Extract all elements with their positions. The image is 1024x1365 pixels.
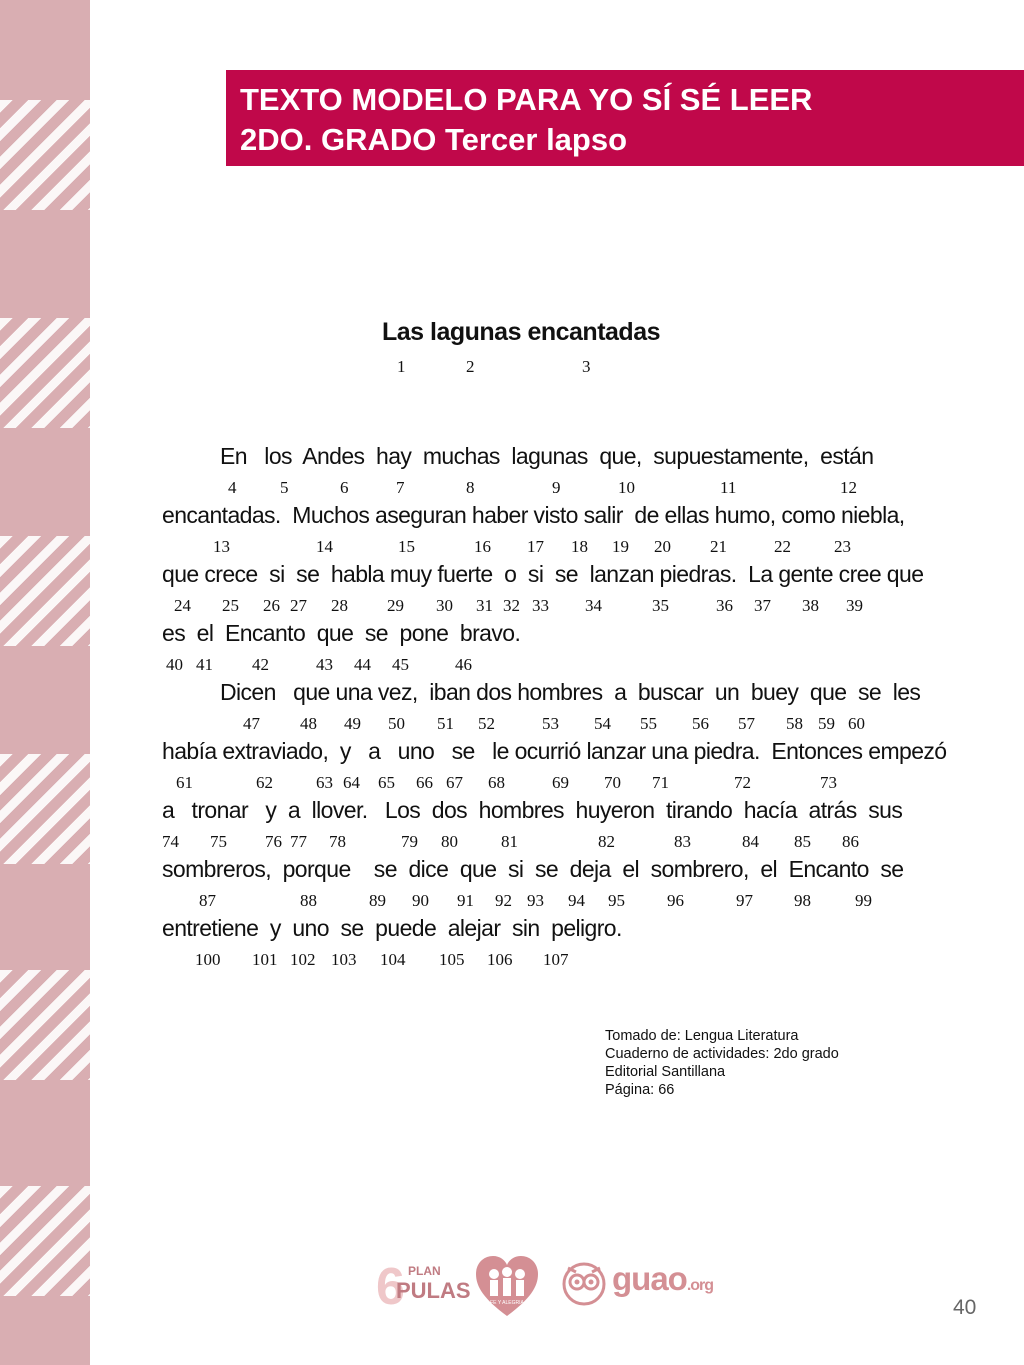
word-number: 106 [487,950,513,969]
stripe-block [0,318,90,428]
owl-icon [560,1258,608,1306]
word-number: 5 [280,478,289,497]
word-number: 36 [716,596,733,615]
word-number: 74 [162,832,179,851]
word-number: 56 [692,714,709,733]
word-number: 19 [612,537,629,556]
footer-logos [376,1254,726,1320]
word-number: 12 [840,478,857,497]
word-number: 66 [416,773,433,792]
word-number: 81 [501,832,518,851]
word-number: 23 [834,537,851,556]
word-number: 57 [738,714,755,733]
word-number: 62 [256,773,273,792]
word-number: 40 [166,655,183,674]
citation-line: Cuaderno de actividades: 2do grado [605,1046,839,1062]
word-number: 60 [848,714,865,733]
word-number: 41 [196,655,213,674]
word-number: 91 [457,891,474,910]
word-number: 77 [290,832,307,851]
stripe-block [0,754,90,864]
word-number: 15 [398,537,415,556]
word-number: 76 [265,832,282,851]
logo-pulas-word: PULAS [396,1278,471,1303]
stripe-block [0,1186,90,1296]
word-number: 35 [652,596,669,615]
word-number: 6 [340,478,349,497]
word-number: 49 [344,714,361,733]
word-number: 48 [300,714,317,733]
word-number: 55 [640,714,657,733]
logo-plan-word: PLAN [408,1264,441,1278]
story-line: entretiene y uno se puede alejar sin peligro. [162,915,622,941]
word-number: 1 [397,357,406,376]
word-number: 8 [466,478,475,497]
word-number: 18 [571,537,588,556]
word-number: 3 [582,357,591,376]
word-number: 37 [754,596,771,615]
citation [605,1027,839,1099]
word-number: 97 [736,891,753,910]
word-number: 4 [228,478,237,497]
word-number: 30 [436,596,453,615]
word-number: 80 [441,832,458,851]
word-number: 69 [552,773,569,792]
word-number: 82 [598,832,615,851]
word-number: 32 [503,596,520,615]
word-number: 87 [199,891,216,910]
word-number: 94 [568,891,585,910]
story-line: sombreros, porque se dice que si se deja el sombrero, el Encanto se [162,856,904,882]
logo-six: 6 [376,1258,405,1316]
word-number: 22 [774,537,791,556]
word-number: 27 [290,596,307,615]
word-number: 78 [329,832,346,851]
word-number: 26 [263,596,280,615]
word-number: 29 [387,596,404,615]
word-number: 10 [618,478,635,497]
word-number: 67 [446,773,463,792]
guao-org: .org [686,1277,714,1294]
word-number: 90 [412,891,429,910]
word-number: 50 [388,714,405,733]
word-number: 63 [316,773,333,792]
story-line: encantadas. Muchos aseguran haber visto salir de ellas humo, como niebla, [162,502,905,528]
story-line: es el Encanto que se pone bravo. [162,620,521,646]
word-number: 101 [252,950,278,969]
word-number: 85 [794,832,811,851]
word-number: 92 [495,891,512,910]
word-number: 98 [794,891,811,910]
word-number: 79 [401,832,418,851]
word-number: 95 [608,891,625,910]
story-title: Las lagunas encantadas [382,318,661,346]
word-number: 24 [174,596,191,615]
word-number: 96 [667,891,684,910]
word-number: 33 [532,596,549,615]
word-number: 38 [802,596,819,615]
story-line: que crece si se habla muy fuerte o si se lanzan piedras. La gente cree que [162,561,924,587]
word-number: 89 [369,891,386,910]
word-number: 71 [652,773,669,792]
word-number: 61 [176,773,193,792]
word-number: 7 [396,478,405,497]
word-number: 31 [476,596,493,615]
word-number: 104 [380,950,406,969]
stripe-block [0,536,90,646]
word-number: 59 [818,714,835,733]
word-number: 93 [527,891,544,910]
word-number: 13 [213,537,230,556]
word-number: 75 [210,832,227,851]
word-number: 20 [654,537,671,556]
word-number: 39 [846,596,863,615]
word-number: 42 [252,655,269,674]
word-number: 16 [474,537,491,556]
guao-logo [612,1260,713,1298]
word-number: 34 [585,596,602,615]
word-number: 9 [552,478,561,497]
word-number: 14 [316,537,333,556]
word-number: 72 [734,773,751,792]
word-number: 46 [455,655,472,674]
stripe-block [0,100,90,210]
title-banner [226,70,1024,166]
word-number: 65 [378,773,395,792]
word-number: 105 [439,950,465,969]
word-number: 86 [842,832,859,851]
story-line: había extraviado, y a uno se le ocurrió lanzar una piedra. Entonces empezó [162,738,947,764]
word-number: 107 [543,950,569,969]
word-number: 2 [466,357,475,376]
word-number: 52 [478,714,495,733]
word-number: 17 [527,537,544,556]
word-number: 84 [742,832,759,851]
word-number: 54 [594,714,611,733]
word-number: 103 [331,950,357,969]
word-number: 99 [855,891,872,910]
word-number: 28 [331,596,348,615]
word-number: 25 [222,596,239,615]
word-number: 83 [674,832,691,851]
word-number: 21 [710,537,727,556]
word-number: 70 [604,773,621,792]
citation-line: Editorial Santillana [605,1064,726,1080]
story-line: En los Andes hay muchas lagunas que, supuestamente, están [220,443,874,469]
word-number: 102 [290,950,316,969]
banner-line-2: 2DO. GRADO Tercer lapso [240,122,628,157]
word-number: 58 [786,714,803,733]
citation-line: Tomado de: Lengua Literatura [605,1028,799,1044]
banner-line-1: TEXTO MODELO PARA YO SÍ SÉ LEER [240,82,813,117]
word-number: 47 [243,714,260,733]
word-number: 45 [392,655,409,674]
word-number: 100 [195,950,221,969]
word-number: 53 [542,714,559,733]
word-number: 43 [316,655,333,674]
fya-text: FE Y ALEGRIA [490,1300,524,1306]
word-number: 88 [300,891,317,910]
citation-line: Página: 66 [605,1082,675,1098]
word-number: 73 [820,773,837,792]
word-number: 11 [720,478,737,497]
word-number: 64 [343,773,360,792]
word-number: 44 [354,655,371,674]
word-number: 68 [488,773,505,792]
story-line: Dicen que una vez, iban dos hombres a buscar un buey que se les [220,679,921,705]
story-line: a tronar y a llover. Los dos hombres huyeron tirando hacía atrás sus [162,797,903,823]
fe-y-alegria-logo [474,1254,540,1320]
side-decoration [0,0,90,1365]
plan-pulas-logo [376,1258,471,1316]
word-number: 51 [437,714,454,733]
stripe-block [0,970,90,1080]
guao-word: guao [612,1260,687,1297]
page-number: 40 [953,1296,977,1319]
